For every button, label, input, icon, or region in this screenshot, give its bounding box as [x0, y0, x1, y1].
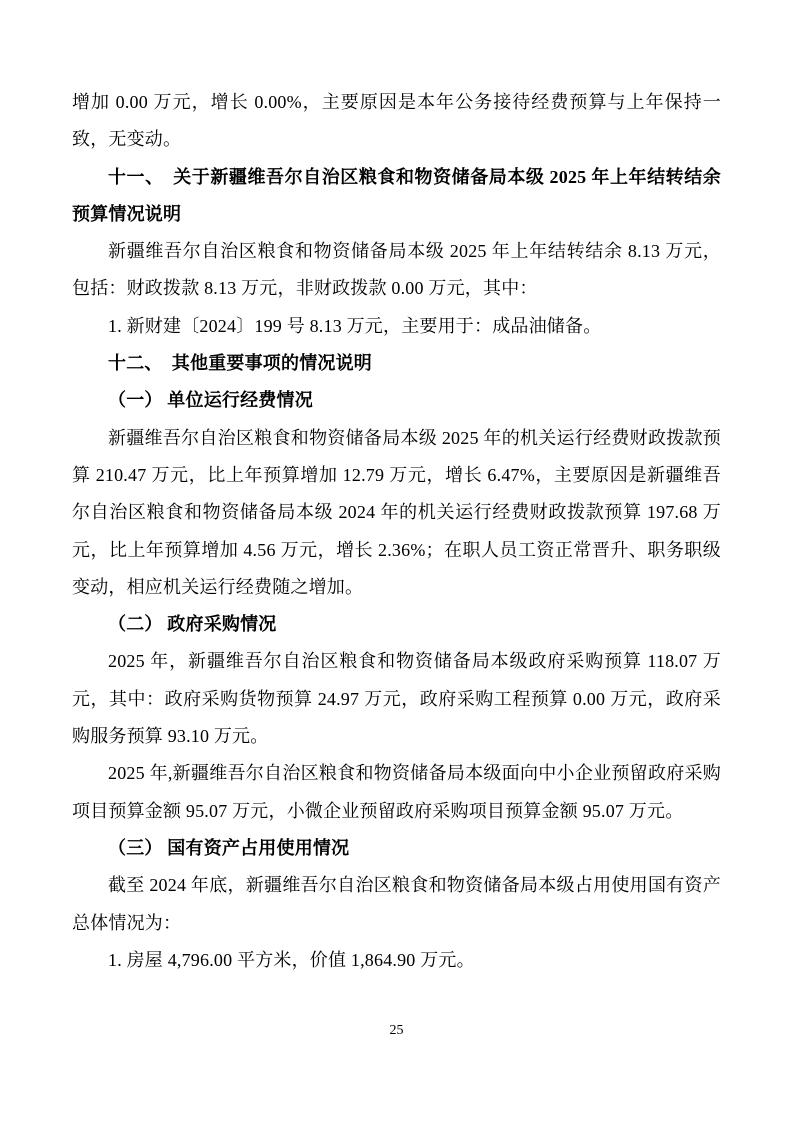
document-body [72, 84, 721, 979]
paragraph: 2025 年，新疆维吾尔自治区粮食和物资储备局本级政府采购预算 118.07 万元，其中：政府采购货物预算 24.97 万元，政府采购工程预算 0.00 万元，政府采购服务预算 93.10 万元。 [72, 651, 721, 747]
paragraph-carryover: 增加 0.00 万元，增长 0.00%，主要原因是本年公务接待经费预算与上年保持一致，无变动。 [72, 92, 721, 150]
subsection-heading-one: （一） 单位运行经费情况 [108, 390, 313, 411]
section-heading-twelve: 十二、 其他重要事项的情况说明 [108, 353, 372, 374]
paragraph: 新疆维吾尔自治区粮食和物资储备局本级 2025 年的机关运行经费财政拨款预算 210.47 万元，比上年预算增加 12.79 万元，增长 6.47%，主要原因是新疆维吾尔自治区粮食和物资储备局本级 2024 年的机关运行经费财政拨款预算 197.68 万元，比上年预算增加 4.56 万元，增长 2.36%；在职人员工资正常晋升、职务职级变动，相应机关运行经费随之增加。 [72, 427, 721, 597]
list-item-paragraph: 1. 房屋 4,796.00 平方米，价值 1,864.90 万元。 [108, 949, 475, 970]
paragraph: 2025 年,新疆维吾尔自治区粮食和物资储备局本级面向中小企业预留政府采购项目预算金额 95.07 万元，小微企业预留政府采购项目预算金额 95.07 万元。 [72, 763, 721, 821]
subsection-heading-three: （三） 国有资产占用使用情况 [108, 837, 350, 858]
list-item-paragraph: 1. 新财建〔2024〕199 号 8.13 万元，主要用于：成品油储备。 [108, 315, 602, 336]
page-number: 25 [389, 1023, 404, 1038]
paragraph: 新疆维吾尔自治区粮食和物资储备局本级 2025 年上年结转结余 8.13 万元，包括：财政拨款 8.13 万元，非财政拨款 0.00 万元，其中： [72, 241, 721, 299]
section-heading-eleven: 十一、 关于新疆维吾尔自治区粮食和物资储备局本级 2025 年上年结转结余预算情况说明 [72, 166, 721, 224]
subsection-heading-two: （二） 政府采购情况 [108, 614, 277, 635]
paragraph: 截至 2024 年底，新疆维吾尔自治区粮食和物资储备局本级占用使用国有资产总体情况为： [72, 875, 721, 933]
